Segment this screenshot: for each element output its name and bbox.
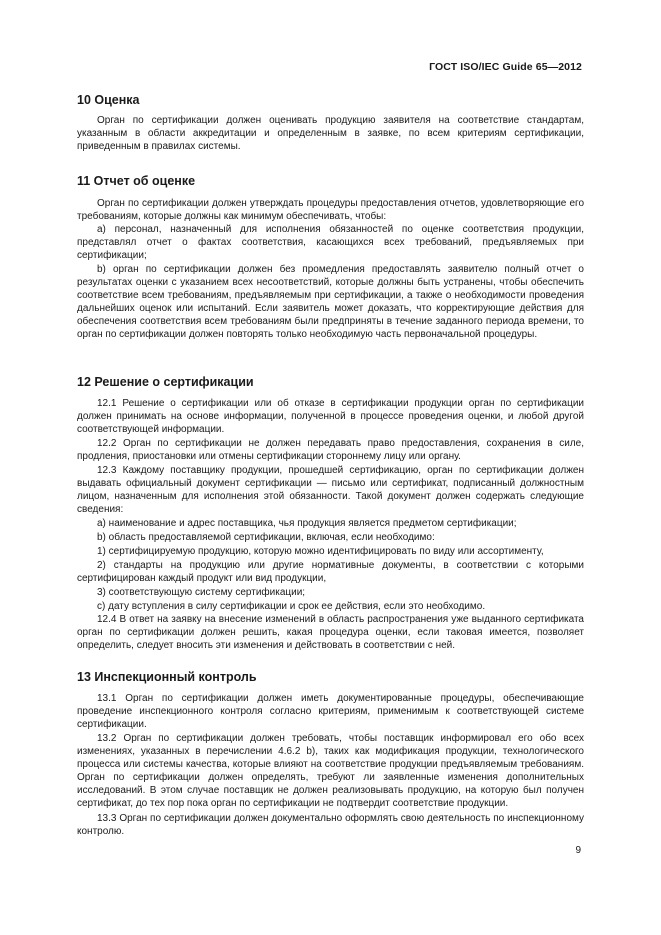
paragraph-12-3: 12.3 Каждому поставщику продукции, прошедшей сертификацию, орган по сертификации должен выдавать официальный документ сертификации — письмо или сертификат, подписанный должностным лицом, назначенным для исполнения этой обязанности. Такой документ должен содержать следующие сведения: <box>77 465 584 516</box>
paragraph-12-4: 12.4 В ответ на заявку на внесение изменений в область распространения уже выданного сертификата орган по сертификации должен решить, какая процедура оценки, если таковая имеется, позволяет определить, следует вносить эти изменения и действовать в соответствии с ней. <box>77 614 584 652</box>
paragraph-13-2: 13.2 Орган по сертификации должен требовать, чтобы поставщик информировал его обо всех изменениях, указанных в перечислении 4.6.2 b), таких как модификация продукции, технологического процесса или системы качества, которые влияют на соответствие продукции предъявляемым требованиям. Орган по сертификации должен определять, требуют ли заявленные изменения дополнительных исследований. В этом случае поставщик не должен реализовывать продукцию, на которую был получен сертификат, до тех пор пока орган по сертификации не подтвердит соответствие продукции. <box>77 733 584 810</box>
section-title-11: 11 Отчет об оценке <box>77 174 196 188</box>
standard-header: ГОСТ ISO/IEC Guide 65—2012 <box>429 61 582 73</box>
paragraph-10-1 <box>77 114 584 153</box>
paragraph-11-b: b) орган по сертификации должен без промедления предоставлять заявителю полный отчет о результатах оценки с указанием всех несоответствий, которые должны быть устранены, чтобы обеспечить соответствие всем требованиям, предъявляемым при сертификации, а также о необходимости проведения дальнейших оценок или испытаний. Если заявитель может доказать, что корректирующие действия для обеспечения соответствия всем требованиям были предприняты в течение заданного периода времени, то орган по сертификации должен повторять только необходимую часть первоначальной процедуры. <box>77 264 584 341</box>
page-number: 9 <box>575 845 581 856</box>
paragraph-12-3-c: с) дату вступления в силу сертификации и срок ее действия, если это необходимо. <box>97 601 486 612</box>
paragraph-13-3: 13.3 Орган по сертификации должен документально оформлять свою деятельность по инспекционному контролю. <box>77 813 584 838</box>
paragraph-13-1: 13.1 Орган по сертификации должен иметь документированные процедуры, обеспечивающие проведение инспекционного контроля согласно критериям, применимым к соответствующей системе сертификации. <box>77 693 584 731</box>
paragraph-12-1: 12.1 Решение о сертификации или об отказе в сертификации продукции орган по сертификации должен принимать на основе информации, полученной в процессе проведения оценки, и любой другой соответствующей информации. <box>77 398 584 436</box>
paragraph-11-a: а) персонал, назначенный для исполнения обязанностей по оценке соответствия продукции, представлял отчет о фактах соответствия, касающихся всех требований, предъявляемых при сертификации; <box>77 224 584 262</box>
paragraph-12-3-b-2: 2) стандарты на продукцию или другие нормативные документы, в соответствии с которыми сертифицирован каждый продукт или вид продукции, <box>77 560 584 585</box>
paragraph-12-3-a: а) наименование и адрес поставщика, чья продукция является предметом сертификации; <box>97 518 517 529</box>
section-title-12: 12 Решение о сертификации <box>77 375 254 389</box>
paragraph-text: Орган по сертификации должен оценивать продукцию заявителя на соответствие стандартам, указанным в области аккредитации и определенным в заявке, по всем критериям сертификации, приведенным в правилах системы. <box>77 115 584 153</box>
section-title-10: 10 Оценка <box>77 93 140 107</box>
paragraph-12-3-b-3: 3) соответствующую систему сертификации; <box>97 587 306 598</box>
paragraph-12-3-b: b) область предоставляемой сертификации, включая, если необходимо: <box>97 532 435 543</box>
paragraph-12-2: 12.2 Орган по сертификации не должен передавать право предоставления, сохранения в силе, продления, приостановки или отмены сертификации стороннему лицу или органу. <box>77 438 584 463</box>
paragraph-11-intro: Орган по сертификации должен утверждать процедуры предоставления отчетов, удовлетворяющие его требованиям, которые должны как минимум обеспечивать, чтобы: <box>77 198 584 223</box>
section-title-13: 13 Инспекционный контроль <box>77 670 257 684</box>
paragraph-12-3-b-1: 1) сертифицируемую продукцию, которую можно идентифицировать по виду или ассортименту, <box>97 546 544 557</box>
